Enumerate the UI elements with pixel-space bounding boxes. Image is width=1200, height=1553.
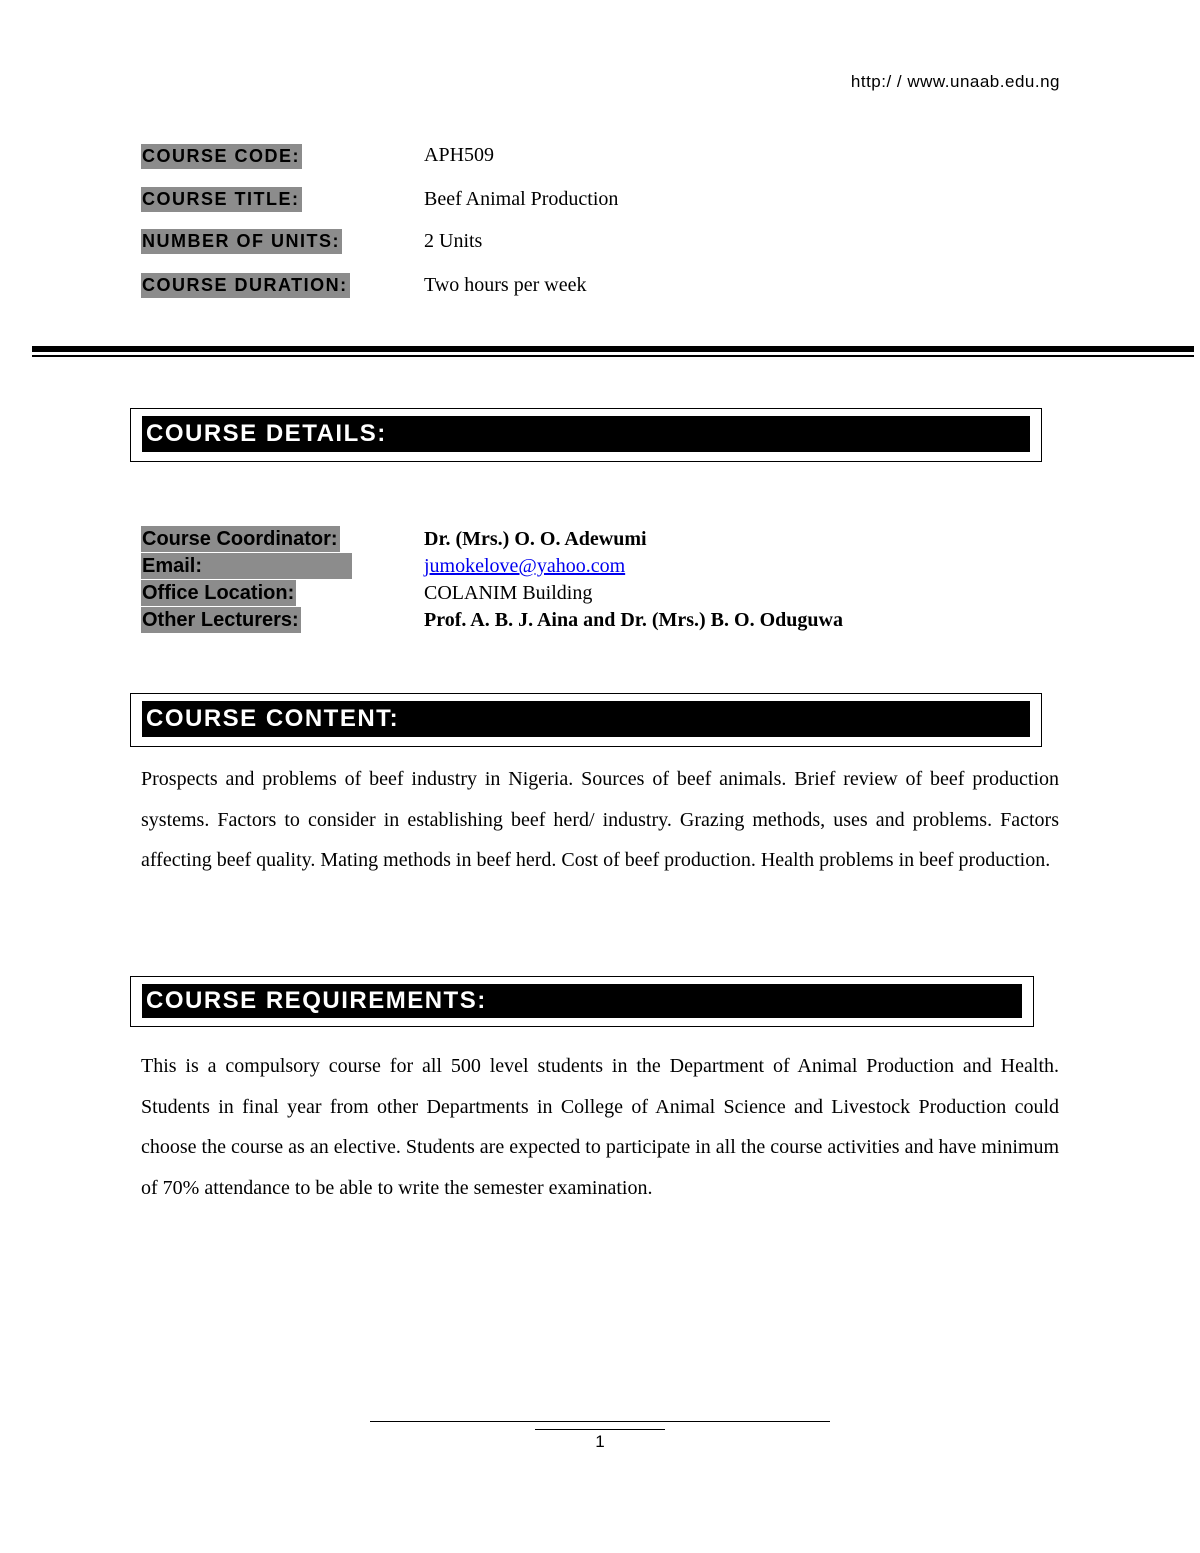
page-number: 1 [595, 1432, 605, 1451]
course-duration-label: COURSE DURATION: [141, 273, 350, 298]
course-code-label: COURSE CODE: [141, 144, 302, 169]
coordinator-label: Course Coordinator: [142, 528, 338, 550]
header-url: http:/ / www.unaab.edu.ng [850, 72, 1060, 91]
email-link[interactable]: jumokelove@yahoo.com [424, 555, 626, 577]
email-label: Email: [141, 553, 352, 579]
course-title-value: Beef Animal Production [424, 188, 619, 210]
course-requirements-heading: COURSE REQUIREMENTS: [142, 984, 1022, 1018]
other-lecturers-value: Prof. A. B. J. Aina and Dr. (Mrs.) B. O. Oduguwa [424, 609, 843, 631]
office-location-value: COLANIM Building [424, 582, 593, 604]
course-content-section [130, 693, 1042, 747]
course-requirements-text: This is a compulsory course for all 500 level students in the Department of Animal Production and Health. Students in final year from other Departments in College of Animal Science and Livestock Production could choose the course as an elective. Students are expected to participate in all the course activities and have minimum of 70% attendance to be able to write the semester examination. [141, 1055, 1059, 1199]
course-details-section [130, 408, 1042, 462]
course-title-label: COURSE TITLE: [141, 187, 302, 212]
number-of-units-label: NUMBER OF UNITS: [141, 229, 342, 254]
office-location-label: Office Location: [142, 582, 295, 604]
course-requirements-section [130, 976, 1034, 1027]
course-details-heading: COURSE DETAILS: [142, 416, 1030, 452]
header-divider-thick [32, 346, 1194, 352]
coordinator-value: Dr. (Mrs.) O. O. Adewumi [424, 528, 647, 550]
email-value [424, 553, 625, 579]
footer-rule-short [535, 1429, 665, 1430]
course-duration-value: Two hours per week [424, 274, 587, 296]
course-content-heading: COURSE CONTENT: [142, 701, 1030, 737]
course-code-value: APH509 [424, 144, 495, 166]
header-divider-thin [32, 355, 1194, 357]
number-of-units-value: 2 Units [424, 230, 483, 252]
course-content-text: Prospects and problems of beef industry in Nigeria. Sources of beef animals. Brief review of beef production systems. Factors to consider in establishing beef herd/ industry. Grazing methods, uses and problems. Factors affecting beef quality. Mating methods in beef herd. Cost of beef production. Health problems in beef production. [141, 768, 1059, 871]
footer-rule-long [370, 1421, 830, 1422]
other-lecturers-label: Other Lecturers: [142, 609, 299, 631]
